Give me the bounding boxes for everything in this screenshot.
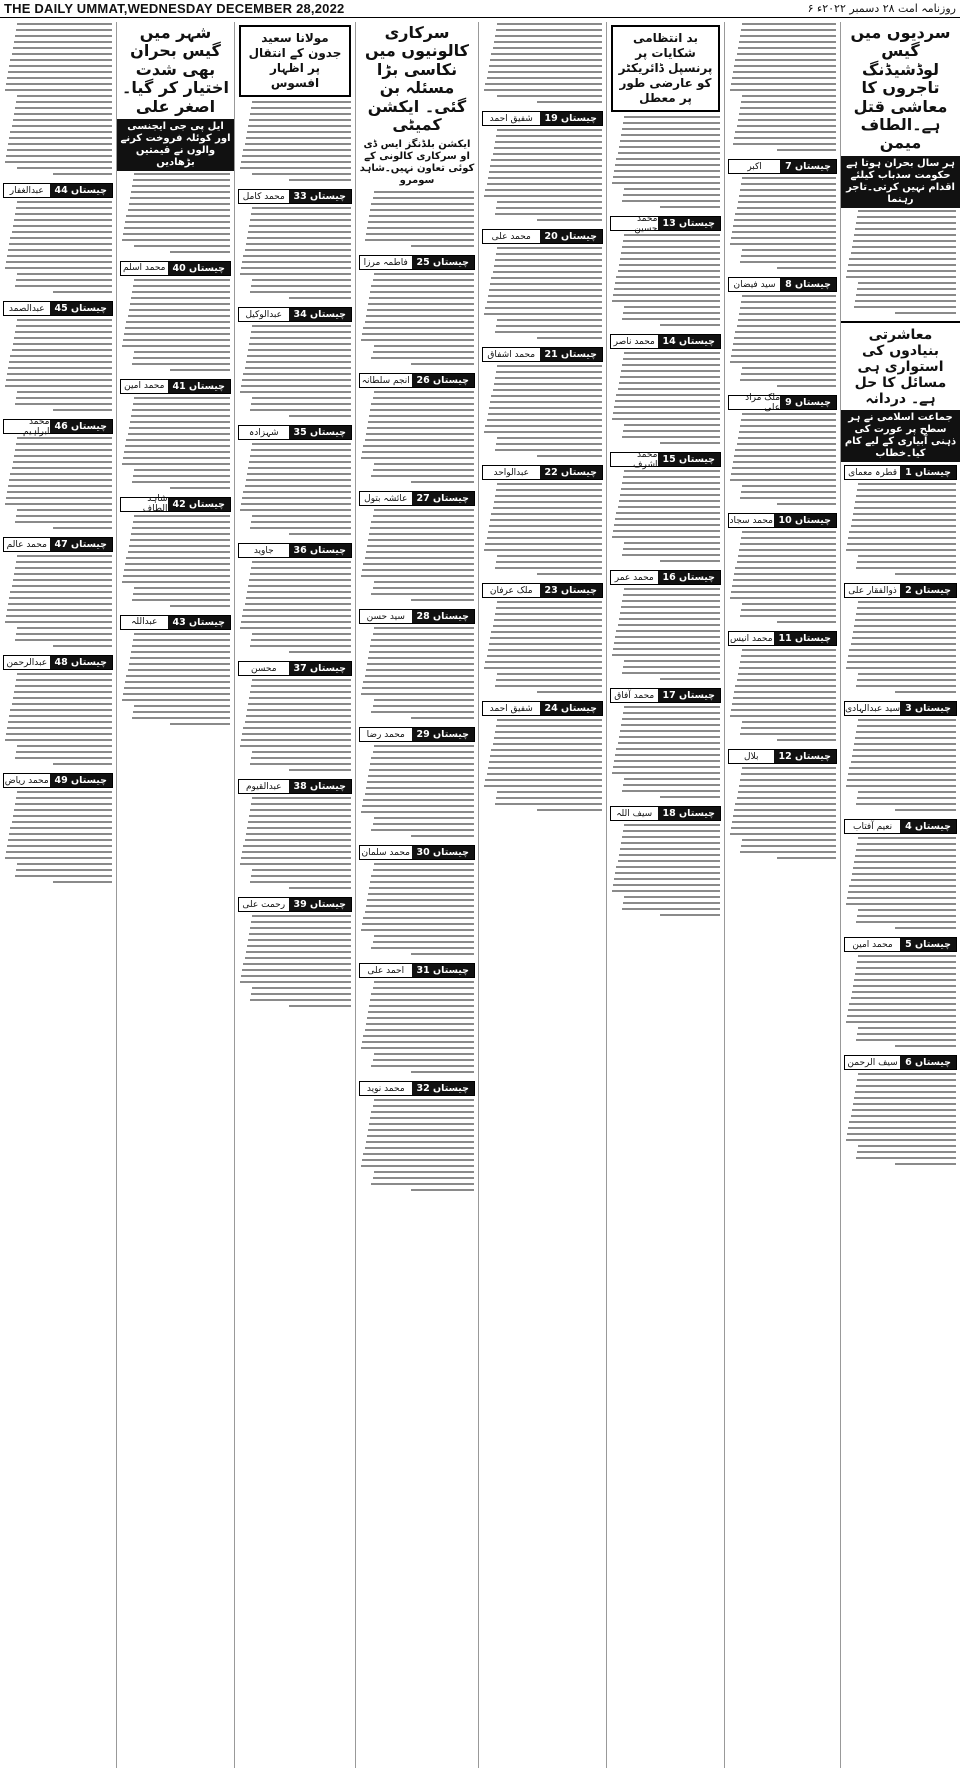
entry-text	[479, 482, 606, 580]
entry-number: چیستاں 30	[412, 846, 475, 859]
entry-number: چیستاں 16	[658, 571, 721, 584]
entry-number: چیستاں 9	[780, 396, 836, 409]
entry-name: سید عبدالہادی	[845, 703, 901, 714]
entry-number: چیستاں 2	[900, 584, 956, 597]
entry-number: چیستاں 15	[658, 453, 721, 466]
entry-number: چیستاں 1	[900, 466, 956, 479]
entry-number: چیستاں 44	[50, 184, 113, 197]
column-3	[606, 22, 724, 1768]
entry-text	[479, 364, 606, 462]
entry-name: اکبر	[729, 160, 780, 173]
entry-header	[482, 701, 603, 716]
entry-number: چیستاں 23	[540, 584, 603, 597]
entry-name: محمد امین	[845, 938, 900, 951]
entry-number: چیستاں 46	[50, 420, 113, 433]
entry-number: چیستاں 37	[289, 662, 352, 675]
entry-name: سید حسن	[360, 610, 412, 623]
entry-text	[725, 766, 840, 864]
entry-header	[728, 513, 837, 528]
entry-name: شفیق احمد	[483, 112, 540, 125]
entry-text	[841, 836, 960, 934]
entry-header	[359, 727, 475, 742]
entry-text	[725, 530, 840, 628]
entry-name: قطرہ معمای	[845, 466, 900, 479]
entry-number: چیستاں 43	[168, 616, 231, 629]
entry-name: فاطمہ مرزا	[360, 256, 412, 269]
masthead-urdu: روزنامہ امت ۲۸ دسمبر ۲۰۲۲ء ۶	[807, 2, 956, 15]
entry-number: چیستاں 18	[658, 807, 721, 820]
entry-text	[725, 412, 840, 510]
entry-text	[117, 514, 234, 612]
entry-number: چیستاں 34	[289, 308, 352, 321]
entry-header	[238, 661, 352, 676]
entry-header	[844, 583, 957, 598]
entry-number: چیستاں 32	[412, 1082, 475, 1095]
entry-header	[3, 183, 113, 198]
article-text	[841, 209, 960, 319]
entry-name: ملک مراد علی	[729, 396, 780, 409]
entry-number: چیستاں 14	[658, 335, 721, 348]
entry-text	[607, 233, 724, 331]
entry-header	[3, 416, 113, 437]
entry-name: محمد ابراہیم	[4, 420, 50, 433]
entry-text	[0, 790, 116, 888]
entry-text	[235, 560, 355, 658]
entry-number: چیستاں 21	[540, 348, 603, 361]
entry-name: احمد علی	[360, 964, 412, 977]
entry-name: محمد کامل	[239, 190, 289, 203]
entry-header	[844, 1055, 957, 1070]
entry-number: چیستاں 40	[168, 262, 231, 275]
entry-text	[356, 862, 478, 960]
entry-name: سیف اللہ	[611, 807, 658, 820]
entry-text	[117, 278, 234, 376]
entry-name: محمد آفاق	[611, 689, 658, 702]
article-text	[0, 22, 116, 180]
entry-number: چیستاں 4	[900, 820, 956, 833]
entry-name: رحمت علی	[239, 898, 289, 911]
entry-name: عبدالغفار	[4, 184, 50, 197]
entry-header	[120, 261, 231, 276]
entry-text	[117, 632, 234, 730]
entry-header	[844, 701, 957, 716]
entry-text	[0, 200, 116, 298]
entry-number: چیستاں 6	[900, 1056, 956, 1069]
entry-text	[725, 176, 840, 274]
entry-number: چیستاں 13	[658, 217, 721, 230]
entry-text	[356, 272, 478, 370]
entry-name: عبدالصمد	[4, 302, 50, 315]
entry-text	[235, 442, 355, 540]
entry-number: چیستاں 27	[412, 492, 475, 505]
entry-header	[238, 307, 352, 322]
entry-text	[356, 626, 478, 724]
entry-header	[120, 494, 231, 515]
entry-name: محمد علی	[483, 230, 540, 243]
column-8	[0, 22, 116, 1768]
entry-number: چیستاں 20	[540, 230, 603, 243]
entry-header	[359, 373, 475, 388]
entry-header	[482, 347, 603, 362]
entry-text	[841, 482, 960, 580]
entry-header	[610, 213, 721, 234]
entry-number: چیستاں 33	[289, 190, 352, 203]
entry-name: بلال	[729, 750, 774, 763]
entry-name: محمد حسین	[611, 217, 658, 230]
entry-name: عبدالقیوم	[239, 780, 289, 793]
entry-number: چیستاں 10	[774, 514, 837, 527]
entry-header	[359, 1081, 475, 1096]
entry-name: نعیم آفتاب	[845, 820, 900, 833]
article-text	[479, 22, 606, 108]
entry-name: محمد رضا	[360, 728, 412, 741]
entry-number: چیستاں 38	[289, 780, 352, 793]
entry-header	[728, 277, 837, 292]
entry-name: عبدالرحمن	[4, 656, 50, 669]
entry-number: چیستاں 42	[168, 498, 231, 511]
headline-social-foundations: معاشرتی بنیادوں کی استواری ہی مسائل کا حل ہے۔ دردانہ	[854, 326, 947, 408]
entry-name: عائشہ بتول	[360, 492, 412, 505]
entry-name: شہزادہ	[239, 426, 289, 439]
entry-text	[607, 469, 724, 567]
entry-number: چیستاں 49	[50, 774, 113, 787]
entry-text	[725, 648, 840, 746]
entry-text	[607, 351, 724, 449]
entry-name: انجم سلطانہ	[361, 375, 410, 386]
entry-header	[359, 491, 475, 506]
entry-name: محمد ریاض	[4, 775, 49, 786]
entry-number: چیستاں 48	[50, 656, 113, 669]
entry-name: محمد عمر	[611, 571, 658, 584]
entry-name: جاوید	[239, 544, 289, 557]
subline-traders: ہر سال بحران ہوتا ہے حکومت سدباب کیلئے اقدام نہیں کرتی۔تاجر رہنما	[841, 156, 960, 208]
entry-text	[356, 980, 478, 1078]
entry-text	[235, 206, 355, 304]
entry-text	[0, 318, 116, 416]
entry-text	[356, 390, 478, 488]
entry-name: ذوالفقار علی	[845, 584, 900, 597]
article-text	[117, 172, 234, 258]
entry-header	[482, 583, 603, 598]
entry-number: چیستاں 17	[658, 689, 721, 702]
entry-text	[356, 508, 478, 606]
entry-header	[482, 465, 603, 480]
entry-text	[356, 744, 478, 842]
entry-header	[359, 609, 475, 624]
entry-text	[607, 705, 724, 803]
entry-text	[235, 796, 355, 894]
masthead	[0, 0, 960, 18]
entry-header	[3, 301, 113, 316]
entry-header	[844, 465, 957, 480]
entry-number: چیستاں 24	[540, 702, 603, 715]
entry-header	[844, 819, 957, 834]
headline-condolence: مولانا سعید جدون کے انتقال پر اظہار افسوس	[239, 25, 351, 97]
entry-header	[238, 897, 352, 912]
entry-number: چیستاں 35	[289, 426, 352, 439]
entry-header	[482, 229, 603, 244]
entry-text	[841, 718, 960, 816]
entry-number: چیستاں 25	[412, 256, 475, 269]
entry-text	[841, 1072, 960, 1170]
entry-text	[356, 1098, 478, 1196]
entry-header	[610, 570, 721, 585]
entry-number: چیستاں 36	[289, 544, 352, 557]
entry-name: سیف الرحمن	[845, 1056, 900, 1069]
entry-number: چیستاں 39	[289, 898, 352, 911]
entry-number: چیستاں 45	[50, 302, 113, 315]
entry-text	[235, 678, 355, 776]
entry-text	[841, 600, 960, 698]
entry-number: چیستاں 28	[412, 610, 475, 623]
entry-text	[479, 718, 606, 816]
entry-header	[359, 963, 475, 978]
masthead-english: THE DAILY UMMAT,WEDNESDAY DECEMBER 28,2022	[4, 1, 345, 16]
entry-text	[0, 554, 116, 652]
entry-number: چیستاں 7	[780, 160, 836, 173]
entry-header	[610, 688, 721, 703]
entry-name: محمد ناصر	[611, 335, 658, 348]
column-2	[724, 22, 840, 1768]
column-5	[355, 22, 478, 1768]
entry-header	[482, 111, 603, 126]
entry-header	[359, 845, 475, 860]
entry-name: شفیق احمد	[483, 702, 540, 715]
article-text	[607, 115, 724, 213]
subline-action-committee: ایکشن بلڈنگز ایس ڈی او سرکاری کالونی کے کوئی تعاون نہیں۔شاہد سومرو	[359, 139, 475, 187]
entry-number: چیستاں 31	[412, 964, 475, 977]
entry-header	[3, 773, 113, 788]
entry-name: عبدالوکیل	[239, 308, 289, 321]
entry-name: محمد سجاد	[729, 515, 774, 526]
entry-name: محمد سلمان	[361, 847, 410, 858]
column-1	[840, 22, 960, 1768]
entry-name: ملک عرفان	[483, 584, 540, 597]
entry-number: چیستاں 8	[780, 278, 836, 291]
column-4	[478, 22, 606, 1768]
entry-number: چیستاں 41	[168, 380, 231, 393]
entry-text	[235, 324, 355, 422]
entry-header	[728, 159, 837, 174]
entry-text	[117, 396, 234, 494]
article-text	[356, 190, 478, 252]
entry-number: چیستاں 29	[412, 728, 475, 741]
entry-name: شاہد الطاف	[121, 498, 168, 511]
entry-name: محمد امین	[121, 380, 168, 393]
headline-principal-suspended: بد انتظامی شکایات پر پرنسپل ڈائریکٹر کو عارضی طور پر معطل	[611, 25, 720, 112]
entry-text	[0, 672, 116, 770]
entry-header	[610, 449, 721, 470]
entry-header	[238, 425, 352, 440]
entry-header	[728, 749, 837, 764]
entry-number: چیستاں 11	[774, 632, 837, 645]
article-text	[725, 22, 840, 156]
headline-city-gas-crisis: شہر میں گیس بحران بھی شدت اختیار کر گیا۔اصغر علی	[122, 23, 229, 116]
entry-header	[610, 334, 721, 349]
entry-number: چیستاں 19	[540, 112, 603, 125]
headline-government-colonies: سرکاری کالونیوں میں نکاسی بڑا مسئلہ بن گئی۔ ایکشن کمیٹی	[365, 23, 469, 134]
entry-header	[359, 255, 475, 270]
article-text	[235, 100, 355, 186]
entry-text	[479, 128, 606, 226]
entry-header	[728, 392, 837, 413]
entry-header	[238, 543, 352, 558]
entry-text	[607, 823, 724, 921]
column-6	[234, 22, 355, 1768]
entry-header	[120, 615, 231, 630]
entry-name: محمد انیس	[729, 633, 773, 644]
entry-text	[479, 600, 606, 698]
entry-number: چیستاں 3	[900, 702, 956, 715]
entry-name: عبداللہ	[121, 616, 168, 629]
entry-text	[235, 914, 355, 1012]
entry-header	[610, 806, 721, 821]
entry-header	[728, 631, 837, 646]
entry-number: چیستاں 22	[540, 466, 603, 479]
entry-header	[3, 537, 113, 552]
entry-number: چیستاں 12	[774, 750, 837, 763]
subline-lpg-prices: ایل پی جی ایجنسی اور کوئلہ فروخت کرنے والوں نے قیمتیں بڑھادیں	[117, 119, 234, 171]
entry-name: محمد اشرف	[611, 453, 658, 466]
entry-number: چیستاں 5	[900, 938, 956, 951]
entry-header	[844, 937, 957, 952]
entry-name: محمد نوید	[360, 1082, 412, 1095]
headline-gas-loadshedding: سردیوں میں گیس لوڈشیڈنگ تاجروں کا معاشی قتل ہے۔الطاف میمن	[850, 23, 951, 153]
entry-text	[841, 954, 960, 1052]
entry-number: چیستاں 47	[50, 538, 113, 551]
entry-name: سید فیضان	[729, 278, 780, 291]
entry-name: محمد اشفاق	[483, 348, 540, 361]
entry-name: محمد عالم	[4, 538, 50, 551]
entry-name: محمد اسلم	[121, 262, 168, 275]
entry-header	[238, 189, 352, 204]
entry-name: عبدالواحد	[483, 466, 540, 479]
entry-header	[3, 655, 113, 670]
entry-header	[238, 779, 352, 794]
entry-number: چیستاں 26	[412, 374, 475, 387]
entry-text	[725, 294, 840, 392]
entry-name: محسن	[239, 662, 289, 675]
column-7	[116, 22, 234, 1768]
entry-text	[607, 587, 724, 685]
entry-text	[479, 246, 606, 344]
subline-jamaat: جماعت اسلامی نے ہر سطح پر عورت کی ذہنی آبیاری کے لیے کام کیا۔خطاب	[841, 410, 960, 462]
entry-text	[0, 436, 116, 534]
entry-header	[120, 379, 231, 394]
